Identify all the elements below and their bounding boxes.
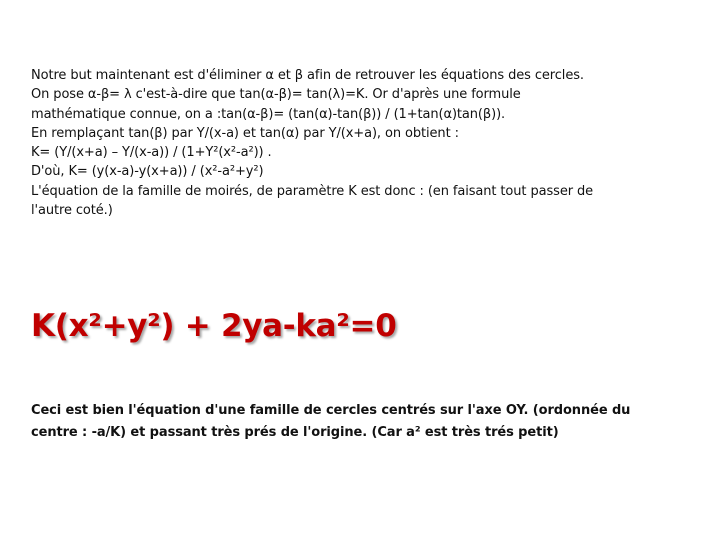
conclusion-paragraph: [31, 400, 691, 444]
intro-paragraph: [31, 66, 701, 220]
intro-line: D'où, K= (y(x-a)-y(x+a)) / (x²-a²+y²): [31, 164, 264, 180]
intro-line: Notre but maintenant est d'éliminer α et β afin de retrouver les équations des cercles.: [31, 68, 584, 83]
intro-line: l'autre coté.): [31, 203, 113, 219]
intro-line: mathématique connue, on a :tan(α-β)= (tan(α)-tan(β)) / (1+tan(α)tan(β)).: [31, 106, 506, 122]
moire-circle-equation: K(x²+y²) + 2ya-ka²=0: [31, 308, 397, 344]
conclusion-line: Ceci est bien l'équation d'une famille de cercles centrés sur l'axe OY. (ordonnée du: [31, 403, 631, 418]
intro-line: K= (Y/(x+a) – Y/(x-a)) / (1+Y²(x²-a²)) .: [31, 145, 272, 161]
conclusion-line: centre : -a/K) et passant très prés de l'origine. (Car a² est très trés petit): [31, 425, 559, 440]
intro-line: L'équation de la famille de moirés, de paramètre K est donc : (en faisant tout passer de: [31, 183, 594, 199]
intro-line: On pose α-β= λ c'est-à-dire que tan(α-β)= tan(λ)=K. Or d'après une formule: [31, 87, 521, 103]
intro-line: En remplaçant tan(β) par Y/(x-a) et tan(α) par Y/(x+a), on obtient :: [31, 125, 459, 141]
